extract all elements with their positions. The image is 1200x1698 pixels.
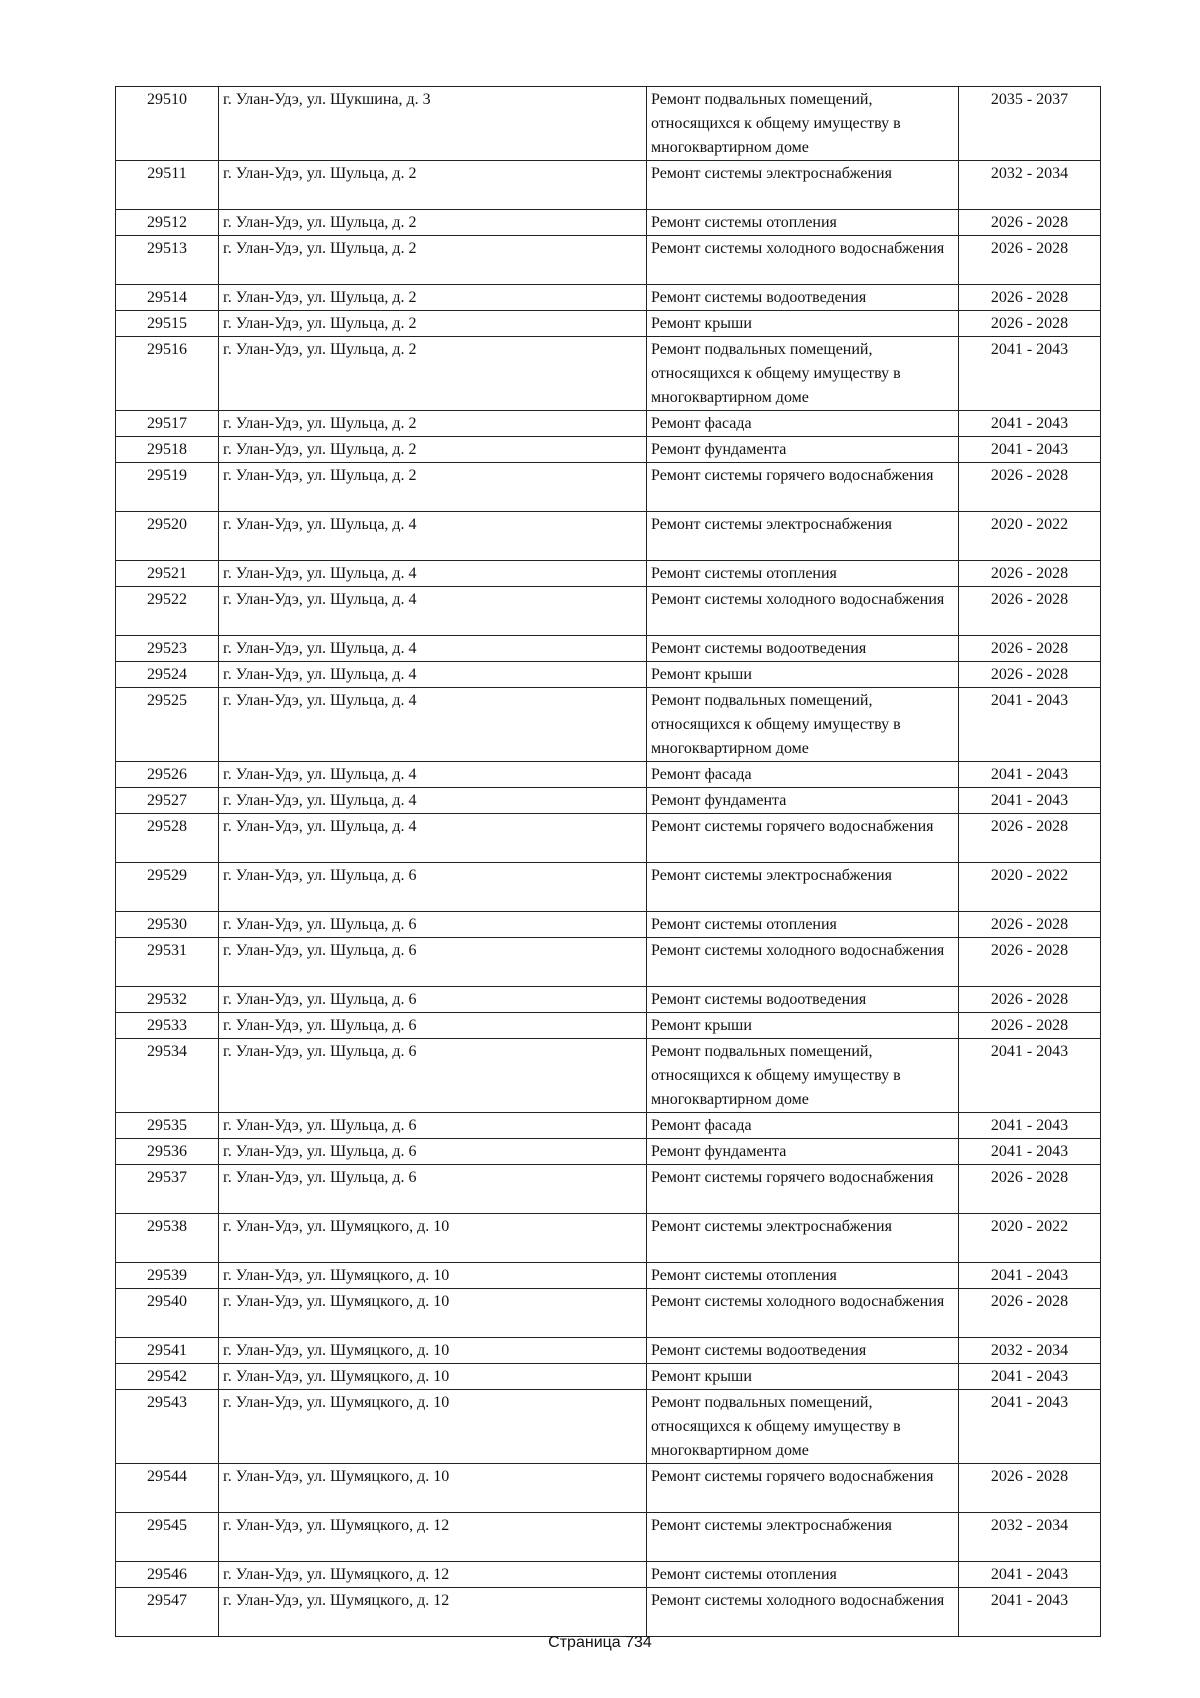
row-number-cell: 29523: [116, 636, 219, 662]
row-number-cell: 29547: [116, 1588, 219, 1637]
address-cell: г. Улан-Удэ, ул. Шульца, д. 6: [219, 1113, 647, 1139]
row-number-cell: 29515: [116, 311, 219, 337]
address-cell: г. Улан-Удэ, ул. Шульца, д. 2: [219, 411, 647, 437]
years-cell: 2020 - 2022: [959, 863, 1101, 912]
page-number: Страница 734: [548, 1634, 652, 1651]
row-number-cell: 29528: [116, 814, 219, 863]
address-cell: г. Улан-Удэ, ул. Шульца, д. 4: [219, 762, 647, 788]
table-row: [116, 210, 1101, 236]
table-row: [116, 1513, 1101, 1562]
table-row: [116, 161, 1101, 210]
years-cell: 2026 - 2028: [959, 561, 1101, 587]
work-type-cell: Ремонт подвальных помещений, относящихся к общему имуществу в многоквартирном доме: [647, 1039, 959, 1113]
address-cell: г. Улан-Удэ, ул. Шульца, д. 6: [219, 1139, 647, 1165]
row-number-cell: 29544: [116, 1464, 219, 1513]
table-row: [116, 561, 1101, 587]
work-type-cell: Ремонт системы водоотведения: [647, 987, 959, 1013]
table-row: [116, 1390, 1101, 1464]
address-cell: г. Улан-Удэ, ул. Шумяцкого, д. 10: [219, 1289, 647, 1338]
address-cell: г. Улан-Удэ, ул. Шульца, д. 2: [219, 437, 647, 463]
address-cell: г. Улан-Удэ, ул. Шумяцкого, д. 10: [219, 1338, 647, 1364]
address-cell: г. Улан-Удэ, ул. Шульца, д. 2: [219, 337, 647, 411]
work-type-cell: Ремонт системы электроснабжения: [647, 1513, 959, 1562]
years-cell: 2041 - 2043: [959, 1263, 1101, 1289]
row-number-cell: 29524: [116, 662, 219, 688]
work-type-cell: Ремонт системы электроснабжения: [647, 512, 959, 561]
years-cell: 2041 - 2043: [959, 437, 1101, 463]
work-type-cell: Ремонт подвальных помещений, относящихся к общему имуществу в многоквартирном доме: [647, 337, 959, 411]
address-cell: г. Улан-Удэ, ул. Шумяцкого, д. 10: [219, 1263, 647, 1289]
years-cell: 2035 - 2037: [959, 87, 1101, 161]
address-cell: г. Улан-Удэ, ул. Шульца, д. 4: [219, 662, 647, 688]
years-cell: 2026 - 2028: [959, 987, 1101, 1013]
work-type-cell: Ремонт системы отопления: [647, 561, 959, 587]
address-cell: г. Улан-Удэ, ул. Шульца, д. 4: [219, 814, 647, 863]
table-row: [116, 1464, 1101, 1513]
work-type-cell: Ремонт системы горячего водоснабжения: [647, 1165, 959, 1214]
years-cell: 2026 - 2028: [959, 636, 1101, 662]
row-number-cell: 29513: [116, 236, 219, 285]
row-number-cell: 29512: [116, 210, 219, 236]
work-type-cell: Ремонт системы холодного водоснабжения: [647, 587, 959, 636]
work-type-cell: Ремонт системы отопления: [647, 210, 959, 236]
table-row: [116, 1139, 1101, 1165]
row-number-cell: 29541: [116, 1338, 219, 1364]
row-number-cell: 29536: [116, 1139, 219, 1165]
row-number-cell: 29525: [116, 688, 219, 762]
address-cell: г. Улан-Удэ, ул. Шульца, д. 6: [219, 1039, 647, 1113]
table-row: [116, 311, 1101, 337]
years-cell: 2026 - 2028: [959, 587, 1101, 636]
table-row: [116, 1263, 1101, 1289]
work-type-cell: Ремонт фундамента: [647, 437, 959, 463]
address-cell: г. Улан-Удэ, ул. Шумяцкого, д. 12: [219, 1562, 647, 1588]
years-cell: 2026 - 2028: [959, 210, 1101, 236]
address-cell: г. Улан-Удэ, ул. Шульца, д. 4: [219, 636, 647, 662]
table-row: [116, 863, 1101, 912]
years-cell: 2041 - 2043: [959, 1139, 1101, 1165]
row-number-cell: 29531: [116, 938, 219, 987]
row-number-cell: 29534: [116, 1039, 219, 1113]
table-row: [116, 587, 1101, 636]
years-cell: 2041 - 2043: [959, 1113, 1101, 1139]
table-row: [116, 788, 1101, 814]
years-cell: 2026 - 2028: [959, 1165, 1101, 1214]
address-cell: г. Улан-Удэ, ул. Шульца, д. 2: [219, 463, 647, 512]
years-cell: 2026 - 2028: [959, 1289, 1101, 1338]
address-cell: г. Улан-Удэ, ул. Шумяцкого, д. 10: [219, 1214, 647, 1263]
work-type-cell: Ремонт системы холодного водоснабжения: [647, 236, 959, 285]
work-type-cell: Ремонт крыши: [647, 1013, 959, 1039]
work-type-cell: Ремонт системы горячего водоснабжения: [647, 1464, 959, 1513]
address-cell: г. Улан-Удэ, ул. Шульца, д. 6: [219, 987, 647, 1013]
work-type-cell: Ремонт подвальных помещений, относящихся к общему имуществу в многоквартирном доме: [647, 87, 959, 161]
table-row: [116, 688, 1101, 762]
years-cell: 2041 - 2043: [959, 762, 1101, 788]
work-type-cell: Ремонт фасада: [647, 1113, 959, 1139]
work-type-cell: Ремонт фундамента: [647, 788, 959, 814]
table-row: [116, 337, 1101, 411]
address-cell: г. Улан-Удэ, ул. Шумяцкого, д. 12: [219, 1513, 647, 1562]
work-type-cell: Ремонт системы водоотведения: [647, 285, 959, 311]
work-type-cell: Ремонт системы холодного водоснабжения: [647, 1289, 959, 1338]
years-cell: 2026 - 2028: [959, 463, 1101, 512]
row-number-cell: 29514: [116, 285, 219, 311]
work-type-cell: Ремонт крыши: [647, 311, 959, 337]
table-row: [116, 762, 1101, 788]
years-cell: 2041 - 2043: [959, 688, 1101, 762]
address-cell: г. Улан-Удэ, ул. Шульца, д. 6: [219, 938, 647, 987]
table-body: [116, 87, 1101, 1637]
row-number-cell: 29519: [116, 463, 219, 512]
years-cell: 2026 - 2028: [959, 938, 1101, 987]
row-number-cell: 29545: [116, 1513, 219, 1562]
years-cell: 2026 - 2028: [959, 311, 1101, 337]
address-cell: г. Улан-Удэ, ул. Шумяцкого, д. 10: [219, 1390, 647, 1464]
address-cell: г. Улан-Удэ, ул. Шульца, д. 4: [219, 512, 647, 561]
table-row: [116, 1588, 1101, 1637]
years-cell: 2041 - 2043: [959, 1588, 1101, 1637]
years-cell: 2041 - 2043: [959, 1390, 1101, 1464]
address-cell: г. Улан-Удэ, ул. Шульца, д. 2: [219, 210, 647, 236]
table-row: [116, 636, 1101, 662]
years-cell: 2026 - 2028: [959, 236, 1101, 285]
work-type-cell: Ремонт фундамента: [647, 1139, 959, 1165]
repair-schedule-table: [115, 86, 1101, 1637]
table-row: [116, 1165, 1101, 1214]
row-number-cell: 29530: [116, 912, 219, 938]
years-cell: 2020 - 2022: [959, 1214, 1101, 1263]
row-number-cell: 29546: [116, 1562, 219, 1588]
table-row: [116, 1039, 1101, 1113]
table-row: [116, 87, 1101, 161]
years-cell: 2041 - 2043: [959, 788, 1101, 814]
years-cell: 2041 - 2043: [959, 337, 1101, 411]
row-number-cell: 29543: [116, 1390, 219, 1464]
table-row: [116, 1364, 1101, 1390]
row-number-cell: 29517: [116, 411, 219, 437]
table-row: [116, 463, 1101, 512]
row-number-cell: 29539: [116, 1263, 219, 1289]
table-row: [116, 912, 1101, 938]
row-number-cell: 29516: [116, 337, 219, 411]
years-cell: 2041 - 2043: [959, 1039, 1101, 1113]
row-number-cell: 29527: [116, 788, 219, 814]
work-type-cell: Ремонт подвальных помещений, относящихся к общему имуществу в многоквартирном доме: [647, 688, 959, 762]
address-cell: г. Улан-Удэ, ул. Шульца, д. 4: [219, 587, 647, 636]
table-row: [116, 814, 1101, 863]
row-number-cell: 29518: [116, 437, 219, 463]
address-cell: г. Улан-Удэ, ул. Шульца, д. 6: [219, 912, 647, 938]
table-row: [116, 1289, 1101, 1338]
row-number-cell: 29533: [116, 1013, 219, 1039]
years-cell: 2032 - 2034: [959, 161, 1101, 210]
table-row: [116, 1013, 1101, 1039]
years-cell: 2026 - 2028: [959, 662, 1101, 688]
row-number-cell: 29510: [116, 87, 219, 161]
years-cell: 2041 - 2043: [959, 1364, 1101, 1390]
address-cell: г. Улан-Удэ, ул. Шумяцкого, д. 10: [219, 1364, 647, 1390]
work-type-cell: Ремонт системы водоотведения: [647, 636, 959, 662]
row-number-cell: 29520: [116, 512, 219, 561]
row-number-cell: 29542: [116, 1364, 219, 1390]
table-row: [116, 987, 1101, 1013]
table-row: [116, 1562, 1101, 1588]
row-number-cell: 29521: [116, 561, 219, 587]
years-cell: 2032 - 2034: [959, 1513, 1101, 1562]
years-cell: 2020 - 2022: [959, 512, 1101, 561]
address-cell: г. Улан-Удэ, ул. Шульца, д. 2: [219, 285, 647, 311]
years-cell: 2026 - 2028: [959, 1464, 1101, 1513]
work-type-cell: Ремонт системы водоотведения: [647, 1338, 959, 1364]
years-cell: 2041 - 2043: [959, 411, 1101, 437]
address-cell: г. Улан-Удэ, ул. Шульца, д. 4: [219, 688, 647, 762]
work-type-cell: Ремонт системы отопления: [647, 1562, 959, 1588]
table-row: [116, 285, 1101, 311]
years-cell: 2026 - 2028: [959, 912, 1101, 938]
row-number-cell: 29537: [116, 1165, 219, 1214]
address-cell: г. Улан-Удэ, ул. Шукшина, д. 3: [219, 87, 647, 161]
work-type-cell: Ремонт системы электроснабжения: [647, 863, 959, 912]
work-type-cell: Ремонт фасада: [647, 411, 959, 437]
table-row: [116, 437, 1101, 463]
address-cell: г. Улан-Удэ, ул. Шульца, д. 4: [219, 561, 647, 587]
row-number-cell: 29538: [116, 1214, 219, 1263]
table-row: [116, 512, 1101, 561]
work-type-cell: Ремонт системы холодного водоснабжения: [647, 1588, 959, 1637]
table-row: [116, 236, 1101, 285]
table-row: [116, 1113, 1101, 1139]
row-number-cell: 29535: [116, 1113, 219, 1139]
row-number-cell: 29540: [116, 1289, 219, 1338]
work-type-cell: Ремонт подвальных помещений, относящихся к общему имуществу в многоквартирном доме: [647, 1390, 959, 1464]
work-type-cell: Ремонт системы отопления: [647, 1263, 959, 1289]
address-cell: г. Улан-Удэ, ул. Шульца, д. 6: [219, 863, 647, 912]
years-cell: 2041 - 2043: [959, 1562, 1101, 1588]
address-cell: г. Улан-Удэ, ул. Шульца, д. 2: [219, 161, 647, 210]
address-cell: г. Улан-Удэ, ул. Шульца, д. 2: [219, 311, 647, 337]
row-number-cell: 29511: [116, 161, 219, 210]
work-type-cell: Ремонт фасада: [647, 762, 959, 788]
table-row: [116, 938, 1101, 987]
work-type-cell: Ремонт системы электроснабжения: [647, 161, 959, 210]
table-row: [116, 411, 1101, 437]
years-cell: 2026 - 2028: [959, 814, 1101, 863]
work-type-cell: Ремонт системы холодного водоснабжения: [647, 938, 959, 987]
table-row: [116, 1338, 1101, 1364]
years-cell: 2026 - 2028: [959, 1013, 1101, 1039]
address-cell: г. Улан-Удэ, ул. Шульца, д. 2: [219, 236, 647, 285]
work-type-cell: Ремонт системы электроснабжения: [647, 1214, 959, 1263]
work-type-cell: Ремонт крыши: [647, 1364, 959, 1390]
work-type-cell: Ремонт системы горячего водоснабжения: [647, 463, 959, 512]
address-cell: г. Улан-Удэ, ул. Шумяцкого, д. 12: [219, 1588, 647, 1637]
address-cell: г. Улан-Удэ, ул. Шульца, д. 6: [219, 1165, 647, 1214]
years-cell: 2032 - 2034: [959, 1338, 1101, 1364]
work-type-cell: Ремонт крыши: [647, 662, 959, 688]
work-type-cell: Ремонт системы отопления: [647, 912, 959, 938]
table-row: [116, 1214, 1101, 1263]
address-cell: г. Улан-Удэ, ул. Шульца, д. 6: [219, 1013, 647, 1039]
address-cell: г. Улан-Удэ, ул. Шумяцкого, д. 10: [219, 1464, 647, 1513]
work-type-cell: Ремонт системы горячего водоснабжения: [647, 814, 959, 863]
row-number-cell: 29532: [116, 987, 219, 1013]
row-number-cell: 29526: [116, 762, 219, 788]
table-row: [116, 662, 1101, 688]
address-cell: г. Улан-Удэ, ул. Шульца, д. 4: [219, 788, 647, 814]
row-number-cell: 29522: [116, 587, 219, 636]
row-number-cell: 29529: [116, 863, 219, 912]
years-cell: 2026 - 2028: [959, 285, 1101, 311]
